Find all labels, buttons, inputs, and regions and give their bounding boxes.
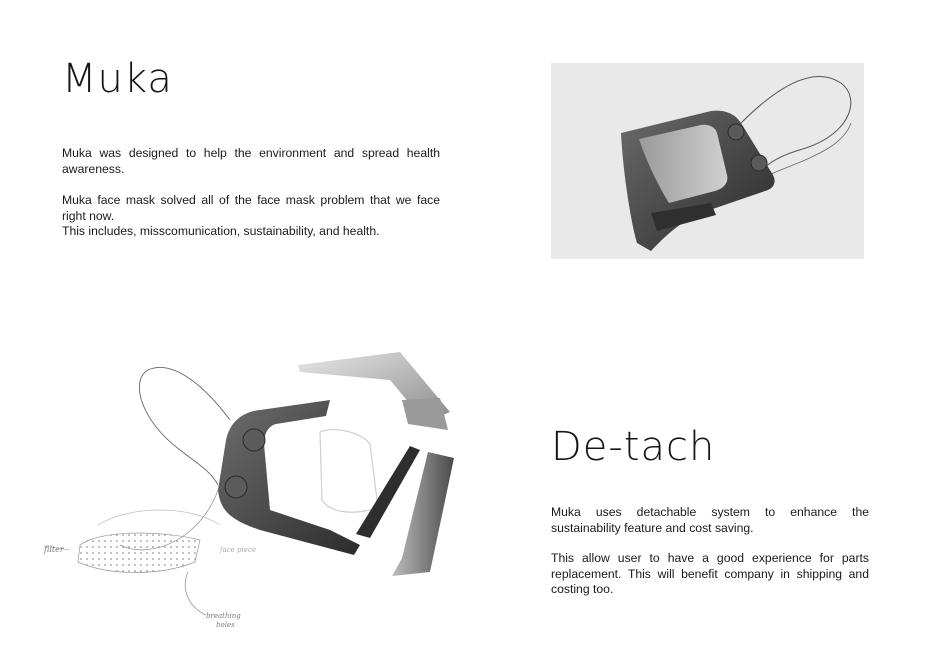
svg-text:holes: holes (216, 621, 235, 629)
page-title-muka: Muka (62, 56, 173, 102)
mask-render-image (551, 63, 864, 259)
exploded-view-image (30, 340, 470, 640)
svg-text:filter: filter (44, 545, 64, 554)
svg-text:breathing: breathing (206, 612, 241, 620)
svg-text:face piece: face piece (220, 546, 256, 554)
exploded-view-icon (30, 340, 470, 640)
detach-description-1: Muka uses detachable system to enhance the sustainability feature and cost saving. (551, 505, 869, 535)
muka-description-2 (62, 193, 440, 240)
muka-description-2-line2: This includes, misscomunication, sustainability, and health. (62, 224, 380, 238)
muka-description-1: Muka was designed to help the environment and spread health awareness. (62, 146, 440, 176)
detach-description-2: This allow user to have a good experience for parts replacement. This will benefit company in shipping and costing too. (551, 551, 869, 596)
mask-render-icon (551, 63, 864, 259)
section-title-detach: De-tach (551, 424, 716, 470)
muka-description-2-line1: Muka face mask solved all of the face mask problem that we face right now. (62, 193, 440, 223)
